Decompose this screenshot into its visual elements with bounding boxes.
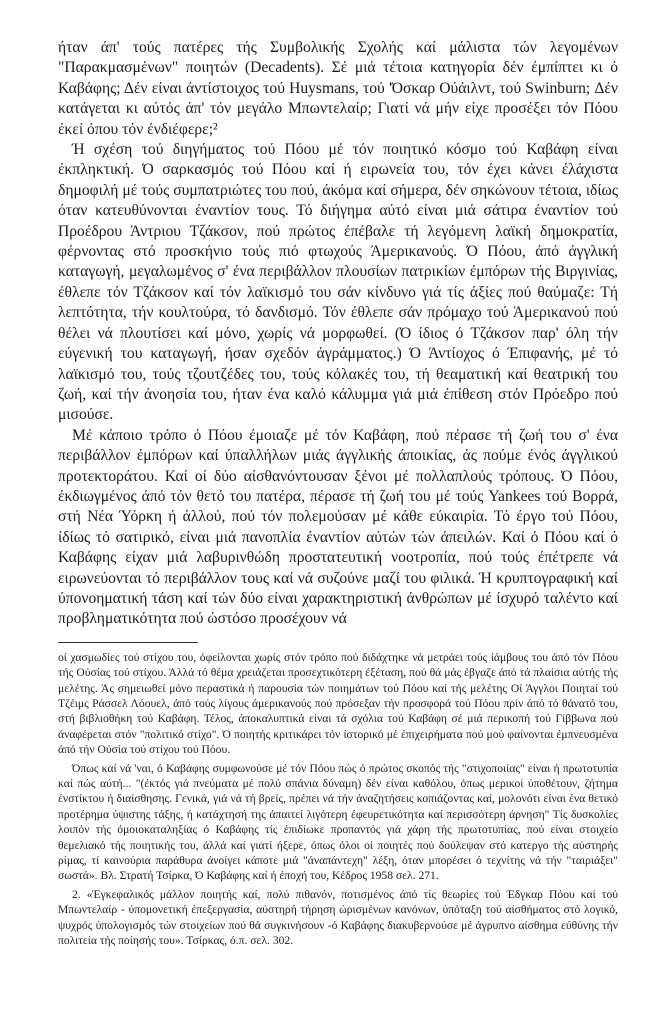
main-text: [58, 38, 618, 630]
book-page: [58, 38, 618, 949]
footnotes: [58, 650, 618, 949]
body-paragraph-2: Ή σχέση τού διηγήματος τού Πόου μέ τόν ποιητικό κόσμο τού Καβάφη είναι έκπληκτική. Ό σαρκασμός τού Πόου καί ή ειρωνεία του, τόν έχει κάνει έλάχιστα δημοφιλή μέ τούς συμπατριώτες του πού, άκόμα καί σήμερα, δέν σηκώνουν τέτοια, ιδίως όταν κατευθύνονται έναντίον τους. Τό διήγημα αύτό είναι μιά σάτιρα έναντίον τού Προέδρου Άντριου Τζάκσον, πού πρώτος έπέβαλε τή λεγόμενη λαϊκή δημοκρατία, φέρνοντας στό προσκήνιο τούς πιό φτωχούς Άμερικανούς. Ό Πόου, άπό άγγλική καταγωγή, μεγαλωμένος σ' ένα περιβάλλον πλουσίων πατρικίων έμπόρων τής Βιργινίας, έθλεπε τόν Τζάκσον καί τόν λαϊκισμό του σάν κίνδυνο γιά τίς άξίες πού θαύμαζε: Τή λεπτότητα, τήν κουλτούρα, τό δανδισμό. Τόν έθλεπε σάν πρόμαχο τού Άμερικανού πού θέλει νά πλουτίσει καί μόνο, χωρίς νά μορφωθεί. (Ό ίδιος ό Τζάκσον παρ' όλη τήν εύγενική του καταγωγή, ήσαν σχεδόν άγράμματος.) Ό Άντίοχος ό Έπιφανής, μέ τό λαϊκισμό του, τούς τζουτζέδες του, τούς κόλακές του, τή θεαματική καί θεατρική του ζωή, καί τήν άνοησία του, ήταν ένα καλό κάλυμμα γιά μιά έπίθεση στόν Πρόεδρο πού μισούσε.: [58, 141, 618, 424]
footnote-2: 2. «Έγκεφαλικός μάλλον ποιητής καί, πολύ πιθανόν, ποτισμένος άπό τίς θεωρίες τού Έδγκαρ Πόου καί τού Μπωντελαίρ - ύπομονετική έπεξεργασία, αύστηρή τήρηση ώρισμένων κανόνων, ύπόταξη τού αίσθήματος στό λογικό, ψυχρός ύπολογισμός τών στοιχείων πού θά συγκινήσουν -ό Καβάφης διακυβερνούσε μέ άγρυπνο αίσθημα εύθύνης τήν πολιτεία τής ποίησής του». Τσίρκας, ό.π. σελ. 302.: [58, 887, 618, 948]
body-paragraph-1: ήταν άπ' τούς πατέρες τής Συμβολικής Σχολής καί μάλιστα τών λεγομένων "Παρακμασμένων" ποιητών (Decadents). Σέ μιά τέτοια κατηγορία δέν έμπίπτει κι ό Καβάφης; Δέν είναι άντίστοιχος τού Huysmans, τού 'Όσκαρ Ούάιλντ, τού Swinburn; Δέν κατάγεται κι αύτός άπ' τόν μεγάλο Μπωντελαίρ; Γιατί νά μήν είχε προσέξει τόν Πόου έκεί όπου τόν ένδιέφερε;²: [58, 39, 618, 138]
footnote-continuation: οί χασμωδίες τού στίχου του, όφείλονται χωρίς στόν τρόπο πού διδάχτηκε νά μετράει τούς ίάμβους του άπό τόν Πόου τής Ούσίας τού στίχου. Άλλά τό θέμα χρειάζεται προσεχτικότερη έξέταση, πού θά μάς έβγαζε άπό τά πλαίσια αύτής τής μελέτης. Άς σημειωθεί μόνο περαστικά ή παρουσία τών ποιημάτων τού Πόου καί τής μελέτης Οί Άγγλοι Ποιητaί τού Τζέιμς Ράσσελ Λόουελ, άπό τούς λίγους άμερικανούς πού πρόσεξαν τήν προσφορά τού Πόου πρίν άπό τό θάνατό του, στή βιβλιοθήκη τού Καβάφη. Τέλος, άποκαλυπτικά είναι τά σχόλια τού Καβάφη σέ μιά περικοπή τού Γίββωνα πού άναφέρεται στόν "πολιτικό στίχο". Ό ποιητής κριτικάρει τόν ίστορικό μέ έπιχειρήματα πού μού φαίνονται έμπνευσμένα άπό τήν Ούσία τού στίχου τού Πόου.: [58, 650, 618, 757]
body-paragraph-3: Μέ κάποιο τρόπο ό Πόου έμοιαζε μέ τόν Καβάφη, πού πέρασε τή ζωή του σ' ένα περιβάλλον έμπόρων καί ύπαλλήλων μιάς άγγλικής άποικίας, άς πούμε ένός άγγλικού προτεκτοράτου. Καί οί δύο αίσθανόντουσαν ξένοι μέ πολλαπλούς τρόπους. Ό Πόου, έκδιωγμένος άπό τόν θετό του πατέρα, πέρασε τή ζωή του μέ τούς Yankees τού Βορρά, στή Νέα Ύόρκη ή άλλού, πού τόν πολεμούσαν μέ κάθε εύκαιρία. Τό έργο τού Πόου, ίδίως τό σατιρικό, είναι μιά πανοπλία έναντίον αύτών τών άπειλών. Καί ό Πόου καί ό Καβάφης είχαν μιά λαβυρινθώδη προστατευτική νοοτροπία, πού τούς έπέτρεπε νά ειρωνεύονται τό περιβάλλον τους καί νά συζούνε μαζί του φιλικά. Ή κρυπτογραφική καί ύπονοηματική τάση καί τών δύο είναι χαρακτηριστική άνθρώπων μέ ίσχυρό ταλέντο καί προβληματικότητα πού ώστόσο προσέχουν νά: [58, 426, 618, 628]
footnote-continuation-2: Όπως καί νά 'ναι, ό Καβάφης συμφωνούσε μέ τόν Πόου πώς ό πρώτος σκοπός τής "στιχοποιίας" είναι ή πρωτοτυπία καί πώς αύτή... "(έκτός γιά πνεύματα μέ πολύ σπάνια δύναμη) δέν είναι καθόλου, όπως μερικοί ύποθέτουν, ζήτημα ένστίκτου ή διαίσθησης. Γενικά, γιά νά τή βρείς, πρέπει νά τήν άναζητήσεις κοπιάζοντας καί, μολονότι είναι ένα θετικό προτέρημα ύψιστης τάξης, ή κατάχτησή της άπαιτεί λιγότερη έφευρετικότητα καί περισσότερη άρνηση" Τίς δυσκολίες λοιπόν τής όμοιοκαταληξίας ό Καβάφης τίς έπιδίωκε προπαντός γιά χάρη τής πρωτοτυπίας, πού είναι στοιχείο θεμελιακό τής ποιητικής του, άλλά καί γιατί ήξερε, όπως όλοι οί ποιητές πού δούλεψαν στό κατεργο τής αύστηρής ρίμας, τί καινούρια παράθυρα άνοίγει κάποτε μιά "άναπάντεχη" λέξη, όταν μπορέσει ό τεχνίτης νά τήν "ταιριάξει" σωστά». Βλ. Στρατή Τσίρκα, Ό Καβάφης καί ή έποχή του, Κέδρος 1958 σελ. 271.: [58, 761, 618, 883]
footnote-divider: [58, 642, 198, 643]
